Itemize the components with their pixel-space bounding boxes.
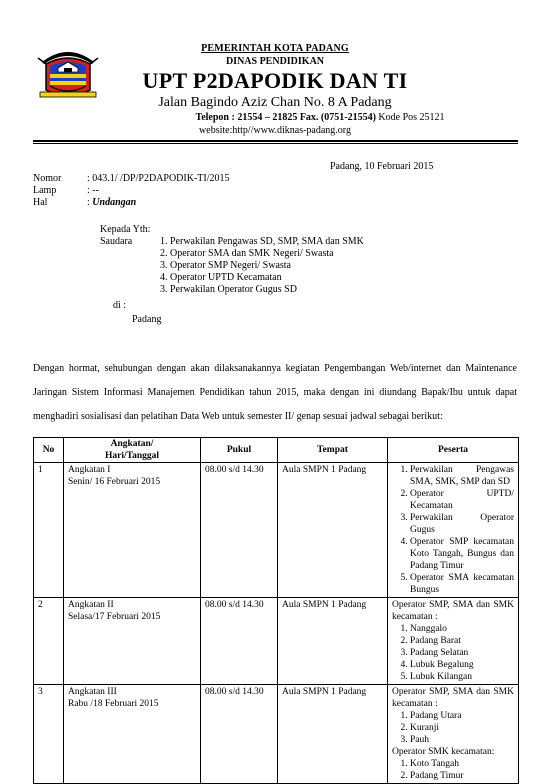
- hal-value: [87, 197, 136, 209]
- angkatan-name: Angkatan III: [68, 687, 117, 697]
- peserta-list: [392, 710, 514, 746]
- header-pukul: Pukul: [201, 438, 278, 463]
- peserta-list: [392, 464, 514, 596]
- table-row: [34, 463, 519, 598]
- department-name: DINAS PENDIDIKAN: [225, 56, 325, 67]
- office-website: website:http//www.diknas-padang.org: [199, 125, 351, 136]
- row-tempat: Aula SMPN 1 Padang: [278, 598, 388, 685]
- place-label: Padang: [132, 314, 162, 325]
- unit-name: UPT P2DAPODIK DAN TI: [142, 68, 408, 93]
- office-address: Jalan Bagindo Aziz Chan No. 8 A Padang: [158, 95, 392, 110]
- hal-subject: Undangan: [92, 197, 137, 208]
- peserta-intro: Operator SMP, SMA dan SMK kecamatan :: [392, 600, 514, 622]
- recipient-item: 3. Perwakilan Operator Gugus SD: [160, 284, 297, 295]
- letterhead-rule-thin: [33, 143, 518, 144]
- letter-body: Dengan hormat, sehubungan dengan akan dilaksanakannya kegiatan Pengembangan Web/internet dan Maintenance Jaringan Sistem Informasi Manajemen Pendidikan tahun 2015, maka dengan ini diundang Bapak/Ibu untuk dapat menghadiri sosialisasi dan pelatihan Data Web untuk semester II/ genap sesuai jadwal sebagai berikut:: [33, 363, 517, 422]
- di-label: di :: [113, 300, 127, 311]
- peserta-item: 3. Perwakilan Operator Gugus: [410, 512, 514, 536]
- peserta-item: 2. Padang Barat: [410, 635, 514, 647]
- row-pukul: 08.00 s/d 14.30: [201, 685, 278, 784]
- nomor-label: Nomor: [33, 173, 62, 184]
- postcode: Kode Pos 25121: [375, 112, 445, 123]
- saudara-label: Saudara: [100, 236, 133, 247]
- peserta-item: 3. Pauh: [410, 734, 514, 746]
- peserta-item: 1. Koto Tangah: [410, 758, 514, 770]
- table-header-row: [34, 438, 519, 463]
- peserta-item: 5. Operator SMA kecamatan Bungus: [410, 572, 514, 596]
- header-angkatan-line1: Angkatan/: [110, 439, 154, 449]
- header-peserta: Peserta: [388, 438, 519, 463]
- peserta-item: 5. Lubuk Kilangan: [410, 671, 514, 683]
- table-row: [34, 685, 519, 784]
- letterhead-rule-thick: [33, 140, 518, 142]
- peserta-item: 2. Padang Timur: [410, 770, 514, 782]
- lamp-value: : --: [87, 185, 99, 196]
- government-name: PEMERINTAH KOTA PADANG: [201, 43, 349, 54]
- header-no: No: [34, 438, 64, 463]
- peserta-item: 2. Operator UPTD/ Kecamatan: [410, 488, 514, 512]
- recipient-item: 3. Operator SMP Negeri/ Swasta: [160, 260, 291, 271]
- header-tempat: Tempat: [278, 438, 388, 463]
- peserta-item: 2. Kuranji: [410, 722, 514, 734]
- kepada-label: Kepada Yth:: [100, 224, 151, 235]
- row-angkatan: [64, 598, 201, 685]
- schedule-table: [33, 437, 519, 784]
- row-peserta: [388, 463, 519, 598]
- row-pukul: 08.00 s/d 14.30: [201, 463, 278, 598]
- row-tempat: Aula SMPN 1 Padang: [278, 685, 388, 784]
- recipient-item: 4. Operator UPTD Kecamatan: [160, 272, 282, 283]
- row-tempat: Aula SMPN 1 Padang: [278, 463, 388, 598]
- peserta-item: 4. Lubuk Begalung: [410, 659, 514, 671]
- angkatan-date: Selasa/17 Februari 2015: [68, 612, 161, 622]
- peserta-intro: Operator SMP, SMA dan SMK kecamatan :: [392, 687, 514, 709]
- angkatan-name: Angkatan I: [68, 465, 111, 475]
- angkatan-name: Angkatan II: [68, 600, 114, 610]
- recipient-item: 2. Operator SMA dan SMK Negeri/ Swasta: [160, 248, 334, 259]
- peserta-item: 4. Operator SMP kecamatan Koto Tangah, Bungus dan Padang Timur: [410, 536, 514, 572]
- header-angkatan-line2: Hari/Tanggal: [104, 451, 160, 461]
- schedule-body: [34, 463, 519, 784]
- row-pukul: 08.00 s/d 14.30: [201, 598, 278, 685]
- peserta-item: 3. Padang Selatan: [410, 647, 514, 659]
- peserta-list: [392, 623, 514, 683]
- recipient-list: [160, 236, 364, 296]
- peserta-item: 1. Nanggalo: [410, 623, 514, 635]
- row-angkatan: [64, 463, 201, 598]
- hal-label: Hal: [33, 197, 48, 208]
- angkatan-date: Senin/ 16 Februari 2015: [68, 477, 161, 487]
- row-angkatan: [64, 685, 201, 784]
- office-phone: [120, 112, 520, 123]
- row-peserta: [388, 685, 519, 784]
- peserta-item: 1. Padang Utara: [410, 710, 514, 722]
- letter-date: Padang, 10 Februari 2015: [330, 161, 434, 172]
- hal-prefix: :: [87, 197, 93, 208]
- phone-fax: Telepon : 21554 – 21825 Fax. (0751-21554): [195, 112, 376, 123]
- peserta-list-smk: [392, 758, 514, 782]
- table-row: [34, 598, 519, 685]
- angkatan-date: Rabu /18 Februari 2015: [68, 699, 159, 709]
- nomor-value: : 043.1/ /DP/P2DAPODIK-TI/2015: [87, 173, 230, 184]
- header-angkatan: [64, 438, 201, 463]
- lamp-label: Lamp: [33, 185, 57, 196]
- row-no: 3: [34, 685, 64, 784]
- row-no: 1: [34, 463, 64, 598]
- recipient-item: 1. Perwakilan Pengawas SD, SMP, SMA dan SMK: [160, 236, 364, 247]
- row-peserta: [388, 598, 519, 685]
- row-no: 2: [34, 598, 64, 685]
- peserta-intro-smk: Operator SMK kecamatan:: [392, 747, 495, 757]
- peserta-item: 1. Perwakilan Pengawas SMA, SMK, SMP dan SD: [410, 464, 514, 488]
